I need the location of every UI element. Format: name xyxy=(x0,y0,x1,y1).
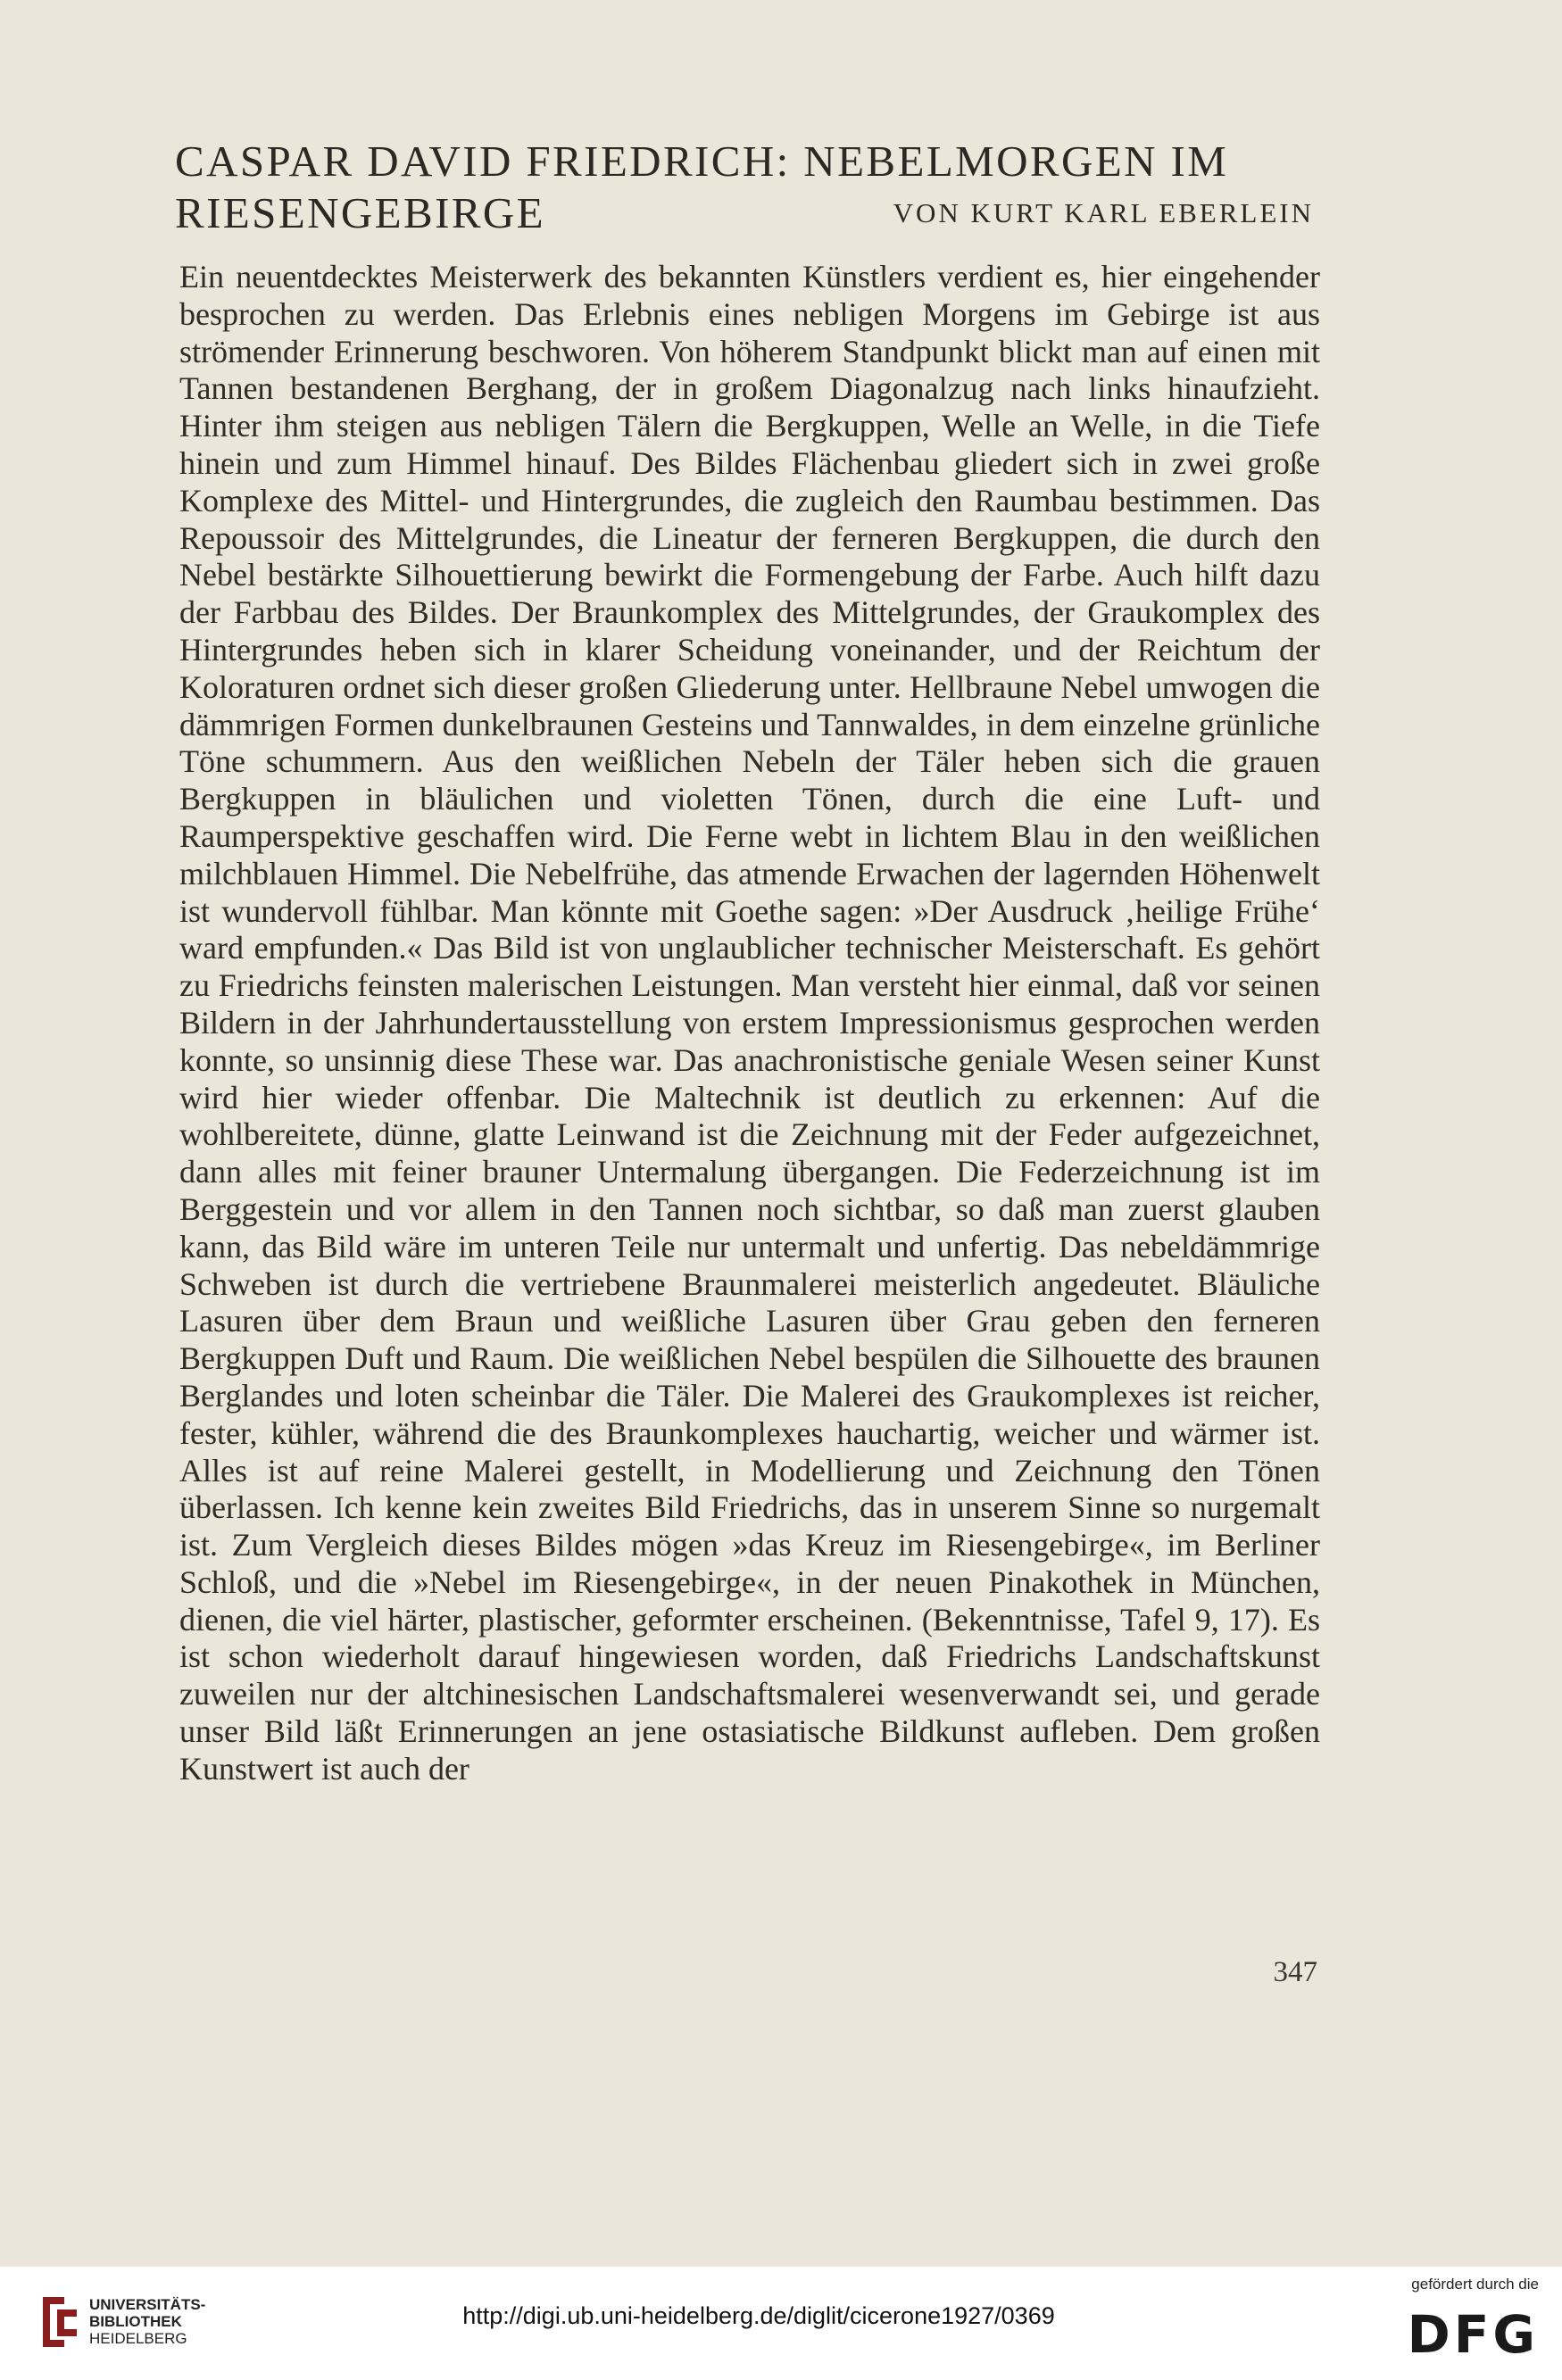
article-body: Ein neuentdecktes Meisterwerk des bekannten Künstlers verdient es, hier eingehender besprochen zu werden. Das Erlebnis eines nebligen Morgens im Gebirge ist aus strömender Erinnerung beschworen. Von höherem Standpunkt blickt man auf einen mit Tannen bestandenen Berghang, der in großem Diagonalzug nach links hinaufzieht. Hinter ihm steigen aus nebligen Tälern die Bergkuppen, Welle an Welle, in die Tiefe hinein und zum Himmel hinauf. Des Bildes Flächenbau gliedert sich in zwei große Komplexe des Mittel- und Hintergrundes, die zugleich den Raumbau bestimmen. Das Repoussoir des Mittelgrundes, die Lineatur der ferneren Bergkuppen, die durch den Nebel bestärkte Silhouettierung bewirkt die Formengebung der Farbe. Auch hilft dazu der Farbbau des Bildes. Der Braunkomplex des Mittelgrundes, der Graukomplex des Hintergrundes heben sich in klarer Scheidung voneinander, und der Reichtum der Koloraturen ordnet sich dieser großen Gliederung unter. Hellbraune Nebel umwogen die dämmrigen Formen dunkelbraunen Gesteins und Tannwaldes, in dem einzelne grünliche Töne schummern. Aus den weißlichen Nebeln der Täler heben sich die grauen Bergkuppen in bläulichen und violetten Tönen, durch die eine Luft- und Raumperspektive geschaffen wird. Die Ferne webt in lichtem Blau in den weißlichen milchblauen Himmel. Die Nebelfrühe, das atmende Erwachen der lagernden Höhenwelt ist wundervoll fühlbar. Man könnte mit Goethe sagen: »Der Ausdruck ‚heilige Frühe‘ ward empfunden.« Das Bild ist von unglaublicher technischer Meisterschaft. Es gehört zu Friedrichs feinsten malerischen Leistungen. Man versteht hier einmal, daß vor seinen Bildern in der Jahrhundertausstellung von erstem Impressionismus gesprochen werden konnte, so unsinnig diese These war. Das anachronistische geniale Wesen seiner Kunst wird hier wieder offenbar. Die Maltechnik ist deutlich zu erkennen: Auf die wohlbereitete, dünne, glatte Leinwand ist die Zeichnung mit der Feder aufgezeichnet, dann alles mit feiner brauner Untermalung übergangen. Die Federzeichnung ist im Berggestein und vor allem in den Tannen noch sichtbar, so daß man zuerst glauben kann, das Bild wäre im unteren Teile nur untermalt und unfertig. Das nebeldämmrige Schweben ist durch die vertriebene Braunmalerei meisterlich angedeutet. Bläuliche Lasuren über dem Braun und weißliche Lasuren über Grau geben den ferneren Bergkuppen Duft und Raum. Die weißlichen Nebel bespülen die Silhouette des braunen Berglandes und loten scheinbar die Täler. Die Malerei des Graukomplexes ist reicher, fester, kühler, während die des Braunkomplexes hauchartig, weicher und wärmer ist. Alles ist auf reine Malerei gestellt, in Modellierung und Zeichnung den Tönen überlassen. Ich kenne kein zweites Bild Friedrichs, das in unserem Sinne so nurgemalt ist. Zum Vergleich dieses Bildes mögen »das Kreuz im Riesengebirge«, im Berliner Schloß, und die »Nebel im Riesengebirge«, in der neuen Pinakothek in München, dienen, die viel härter, plastischer, geformter erscheinen. (Bekenntnisse, Tafel 9, 17). Es ist schon wiederholt darauf hingewiesen worden, daß Friedrichs Landschaftskunst zuweilen nur der altchinesischen Landschaftsmalerei wesenverwandt sei, und gerade unser Bild läßt Erinnerungen an jene ostasiatische Bildkunst aufleben. Dem großen Kunstwert ist auch der xyxy=(179,259,1320,1787)
dfg-logo: DFG xyxy=(1407,2304,1539,2365)
digitization-footer xyxy=(0,2267,1562,2380)
article-title-line-1: CASPAR DAVID FRIEDRICH: NEBELMORGEN IM xyxy=(175,137,1229,186)
library-name-line-3: HEIDELBERG xyxy=(89,2330,187,2347)
sponsor-caption: gefördert durch die xyxy=(1411,2276,1539,2293)
university-library-logo-icon xyxy=(37,2293,82,2351)
university-library-name xyxy=(89,2296,205,2347)
page-number: 347 xyxy=(1273,1956,1317,1988)
library-name-line-1: UNIVERSITÄTS- xyxy=(89,2296,206,2313)
library-name-line-2: BIBLIOTHEK xyxy=(89,2313,182,2330)
article-title-line-2: RIESENGEBIRGE xyxy=(175,188,546,237)
author-byline: VON KURT KARL EBERLEIN xyxy=(893,197,1314,228)
permalink-url[interactable]: http://digi.ub.uni-heidelberg.de/diglit/cicerone1927/0369 xyxy=(462,2302,1055,2329)
